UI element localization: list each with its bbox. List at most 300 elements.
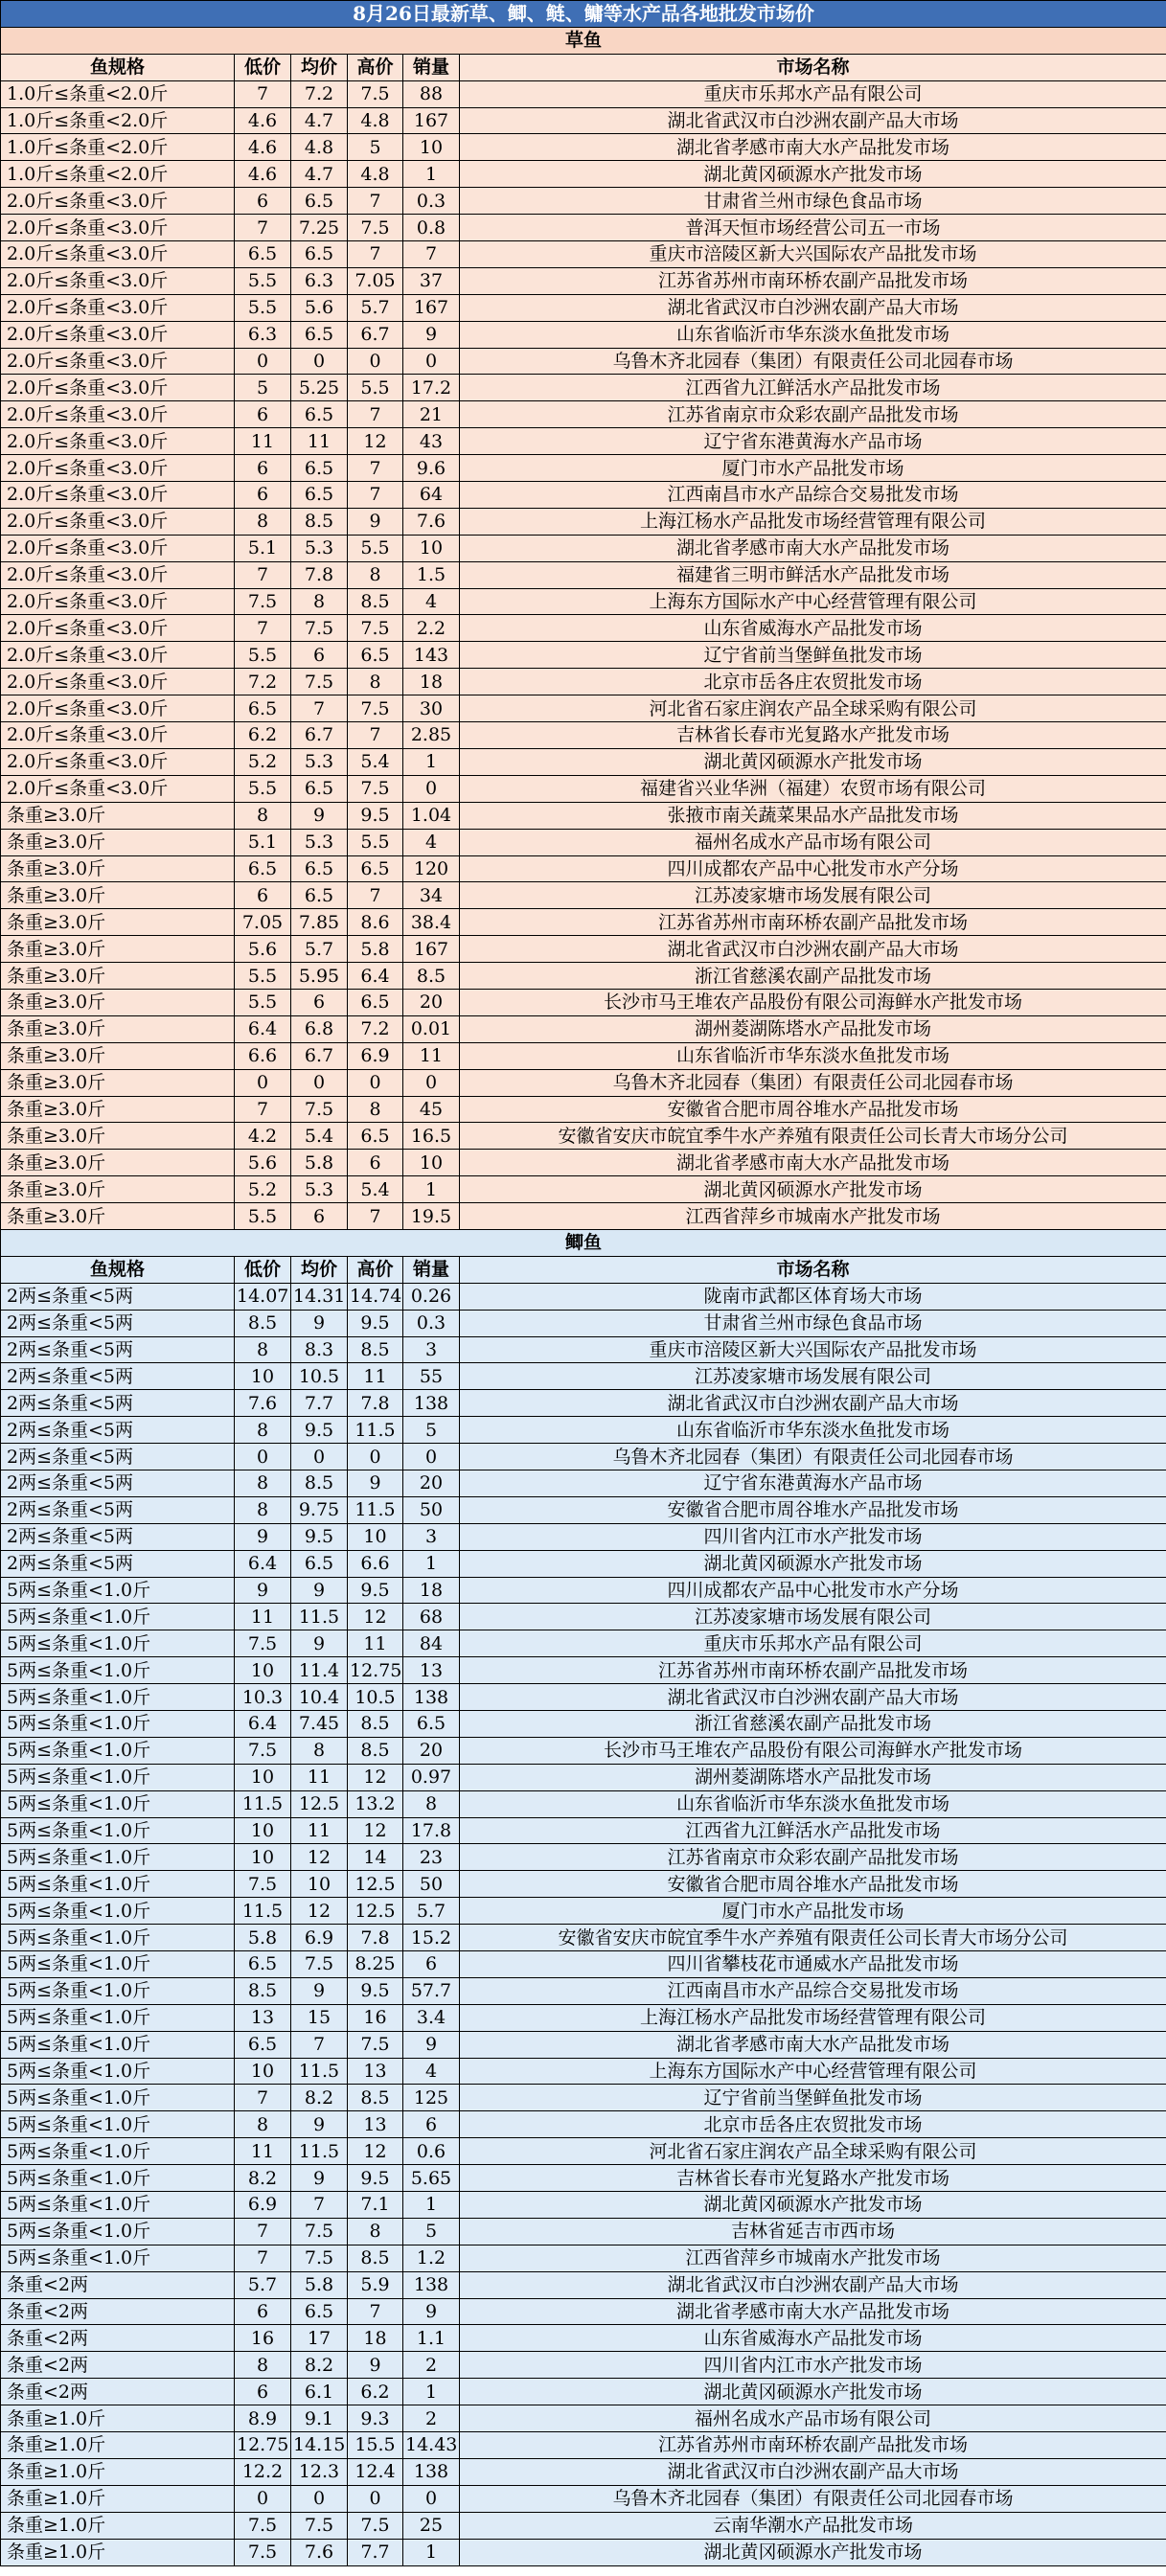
price-cell: 14.15: [291, 2432, 348, 2459]
spec-cell: 2.0斤≤条重<3.0斤: [1, 215, 235, 241]
price-cell: 6.2: [348, 2379, 403, 2405]
price-cell: 7.5: [291, 1951, 348, 1978]
table-row: [1, 588, 1166, 615]
price-cell: 0: [291, 348, 348, 375]
table-row: [1, 748, 1166, 775]
price-cell: 1.04: [403, 802, 460, 829]
price-cell: 12: [348, 1817, 403, 1844]
price-cell: 6.5: [291, 321, 348, 348]
price-cell: 8.5: [291, 508, 348, 535]
market-name-cell: 湖北省武汉市白沙洲农副产品大市场: [460, 107, 1166, 134]
price-cell: 5.3: [291, 1176, 348, 1203]
price-cell: 167: [403, 936, 460, 963]
section-header: [1, 27, 1166, 54]
spec-cell: 条重≥3.0斤: [1, 1150, 235, 1176]
table-row: [1, 882, 1166, 909]
price-cell: 5.5: [235, 267, 291, 294]
price-cell: 7.2: [291, 80, 348, 107]
spec-cell: 条重≥3.0斤: [1, 802, 235, 829]
price-cell: 13: [235, 2004, 291, 2031]
price-cell: 5.3: [291, 535, 348, 561]
spec-cell: 条重<2两: [1, 2271, 235, 2298]
price-cell: 45: [403, 1096, 460, 1123]
price-cell: 167: [403, 294, 460, 321]
price-cell: 6.4: [348, 963, 403, 990]
price-cell: 9: [403, 2298, 460, 2325]
spec-cell: 1.0斤≤条重<2.0斤: [1, 134, 235, 161]
price-cell: 55: [403, 1363, 460, 1390]
price-cell: 7.5: [235, 588, 291, 615]
price-cell: 7.5: [291, 669, 348, 695]
spec-cell: 5两≤条重<1.0斤: [1, 1711, 235, 1738]
price-cell: 0: [235, 2485, 291, 2512]
price-cell: 14.31: [291, 1283, 348, 1310]
table-row: [1, 2031, 1166, 2058]
market-name-cell: 辽宁省东港黄海水产品市场: [460, 428, 1166, 455]
price-cell: 9: [291, 1310, 348, 1336]
price-cell: 25: [403, 2512, 460, 2539]
market-name-cell: 长沙市马王堆农产品股份有限公司海鲜水产批发市场: [460, 1737, 1166, 1764]
price-cell: 1: [403, 2379, 460, 2405]
table-row: [1, 1123, 1166, 1150]
price-cell: 8.9: [235, 2405, 291, 2432]
price-cell: 8: [348, 2218, 403, 2245]
spec-cell: 5两≤条重<1.0斤: [1, 2031, 235, 2058]
price-cell: 5.5: [235, 1203, 291, 1230]
price-cell: 6.5: [235, 241, 291, 268]
table-row: [1, 1657, 1166, 1684]
table-row: [1, 722, 1166, 749]
price-cell: 0: [348, 2485, 403, 2512]
price-cell: 5.8: [348, 936, 403, 963]
table-row: [1, 348, 1166, 375]
spec-cell: 2两≤条重<5两: [1, 1363, 235, 1390]
price-cell: 9: [348, 1470, 403, 1496]
price-cell: 1.5: [403, 561, 460, 588]
table-row: [1, 2325, 1166, 2352]
market-name-cell: 吉林省长春市光复路水产批发市场: [460, 722, 1166, 749]
spec-cell: 条重≥3.0斤: [1, 882, 235, 909]
spec-cell: 2.0斤≤条重<3.0斤: [1, 615, 235, 642]
spec-cell: 2两≤条重<5两: [1, 1417, 235, 1444]
spec-cell: 条重<2两: [1, 2298, 235, 2325]
market-name-cell: 湖北黄冈硕源水产批发市场: [460, 2539, 1166, 2565]
market-name-cell: 福州名成水产品市场有限公司: [460, 829, 1166, 855]
price-cell: 7: [348, 455, 403, 482]
price-cell: 8.2: [235, 2165, 291, 2192]
price-cell: 9: [291, 1577, 348, 1604]
price-cell: 6.2: [235, 722, 291, 749]
price-cell: 7.6: [403, 508, 460, 535]
market-name-cell: 湖北黄冈硕源水产批发市场: [460, 1550, 1166, 1577]
price-cell: 19.5: [403, 1203, 460, 1230]
price-cell: 8: [235, 1470, 291, 1496]
market-name-cell: 河北省石家庄润农产品全球采购有限公司: [460, 2138, 1166, 2165]
price-cell: 8: [291, 1737, 348, 1764]
price-cell: 8.3: [291, 1336, 348, 1363]
price-cell: 5.5: [235, 963, 291, 990]
spec-cell: 5两≤条重<1.0斤: [1, 1657, 235, 1684]
price-cell: 0: [403, 1069, 460, 1096]
price-cell: 4.7: [291, 107, 348, 134]
table-row: [1, 1925, 1166, 1951]
price-cell: 8.5: [348, 2085, 403, 2111]
price-cell: 11.5: [348, 1496, 403, 1523]
price-cell: 5.5: [348, 535, 403, 561]
price-cell: 7: [348, 882, 403, 909]
price-cell: 9: [235, 1523, 291, 1550]
market-name-cell: 湖北省孝感市南大水产品批发市场: [460, 134, 1166, 161]
price-cell: 4.8: [348, 107, 403, 134]
price-cell: 1: [403, 2539, 460, 2565]
price-cell: 7.7: [291, 1390, 348, 1417]
market-name-cell: 安徽省合肥市周谷堆水产品批发市场: [460, 1496, 1166, 1523]
market-name-cell: 江苏省苏州市南环桥农副产品批发市场: [460, 1657, 1166, 1684]
spec-cell: 2.0斤≤条重<3.0斤: [1, 588, 235, 615]
spec-cell: 2.0斤≤条重<3.0斤: [1, 188, 235, 215]
spec-cell: 2两≤条重<5两: [1, 1444, 235, 1470]
table-row: [1, 1390, 1166, 1417]
price-cell: 2: [403, 2405, 460, 2432]
price-cell: 0.26: [403, 1283, 460, 1310]
spec-cell: 2.0斤≤条重<3.0斤: [1, 267, 235, 294]
spec-cell: 1.0斤≤条重<2.0斤: [1, 107, 235, 134]
price-cell: 17: [291, 2325, 348, 2352]
price-cell: 9: [348, 508, 403, 535]
price-cell: 8: [235, 802, 291, 829]
price-cell: 18: [403, 669, 460, 695]
market-name-cell: 陇南市武都区体育场大市场: [460, 1283, 1166, 1310]
spec-cell: 2.0斤≤条重<3.0斤: [1, 401, 235, 428]
price-cell: 1: [403, 161, 460, 188]
price-cell: 7: [403, 241, 460, 268]
spec-cell: 5两≤条重<1.0斤: [1, 1764, 235, 1790]
price-cell: 7.5: [235, 2539, 291, 2565]
price-cell: 8: [348, 561, 403, 588]
price-cell: 6.7: [291, 722, 348, 749]
spec-cell: 5两≤条重<1.0斤: [1, 2111, 235, 2138]
market-name-cell: 张掖市南关蔬菜果品水产品批发市场: [460, 802, 1166, 829]
table-row: [1, 107, 1166, 134]
price-cell: 6.7: [291, 1042, 348, 1069]
price-cell: 6.7: [348, 321, 403, 348]
table-row: [1, 1630, 1166, 1657]
price-cell: 2.2: [403, 615, 460, 642]
price-cell: 12: [291, 1844, 348, 1871]
price-cell: 10.3: [235, 1684, 291, 1711]
price-cell: 7: [235, 80, 291, 107]
price-cell: 5.5: [235, 989, 291, 1015]
price-cell: 6.5: [291, 2298, 348, 2325]
table-row: [1, 188, 1166, 215]
table-row: [1, 2138, 1166, 2165]
spec-cell: 条重≥1.0斤: [1, 2512, 235, 2539]
price-cell: 138: [403, 1390, 460, 1417]
price-cell: 9.75: [291, 1496, 348, 1523]
market-name-cell: 江苏省苏州市南环桥农副产品批发市场: [460, 267, 1166, 294]
price-cell: 7.6: [291, 2539, 348, 2565]
column-header: 低价: [235, 1256, 291, 1283]
price-cell: 4.6: [235, 107, 291, 134]
table-row: [1, 80, 1166, 107]
price-cell: 7: [235, 2085, 291, 2111]
market-name-cell: 福建省兴业华洲（福建）农贸市场有限公司: [460, 775, 1166, 802]
price-cell: 5.25: [291, 375, 348, 401]
price-cell: 0: [403, 2485, 460, 2512]
table-row: [1, 1977, 1166, 2004]
price-cell: 13: [348, 2058, 403, 2085]
spec-cell: 2.0斤≤条重<3.0斤: [1, 428, 235, 455]
table-row: [1, 267, 1166, 294]
price-cell: 7.6: [235, 1390, 291, 1417]
price-cell: 15.2: [403, 1925, 460, 1951]
spec-cell: 2.0斤≤条重<3.0斤: [1, 561, 235, 588]
market-name-cell: 吉林省长春市光复路水产批发市场: [460, 2165, 1166, 2192]
price-cell: 7: [291, 695, 348, 722]
table-row: [1, 2271, 1166, 2298]
spec-cell: 5两≤条重<1.0斤: [1, 1951, 235, 1978]
table-row: [1, 241, 1166, 268]
price-cell: 6: [403, 2111, 460, 2138]
price-cell: 5.4: [348, 748, 403, 775]
price-cell: 11: [348, 1363, 403, 1390]
price-cell: 6.5: [291, 775, 348, 802]
market-name-cell: 江苏凌家塘市场发展有限公司: [460, 1604, 1166, 1630]
price-cell: 5.5: [348, 375, 403, 401]
market-name-cell: 重庆市涪陵区新大兴国际农产品批发市场: [460, 1336, 1166, 1363]
price-cell: 9: [403, 321, 460, 348]
table-row: [1, 1844, 1166, 1871]
table-row: [1, 2218, 1166, 2245]
price-cell: 5.7: [291, 936, 348, 963]
table-row: [1, 2352, 1166, 2379]
price-cell: 8: [235, 2352, 291, 2379]
table-row: [1, 134, 1166, 161]
table-row: [1, 989, 1166, 1015]
price-cell: 6.5: [235, 2031, 291, 2058]
price-cell: 11: [291, 1817, 348, 1844]
price-cell: 7.05: [348, 267, 403, 294]
price-cell: 8.5: [348, 1737, 403, 1764]
price-cell: 8: [348, 1096, 403, 1123]
price-cell: 0: [403, 348, 460, 375]
price-cell: 0: [235, 1069, 291, 1096]
market-name-cell: 江苏省苏州市南环桥农副产品批发市场: [460, 2432, 1166, 2459]
price-cell: 8: [235, 2111, 291, 2138]
price-cell: 18: [403, 1577, 460, 1604]
market-name-cell: 浙江省慈溪农副产品批发市场: [460, 963, 1166, 990]
price-cell: 6.9: [348, 1042, 403, 1069]
price-cell: 64: [403, 482, 460, 509]
price-cell: 7: [235, 2245, 291, 2271]
column-header: 鱼规格: [1, 54, 235, 80]
spec-cell: 5两≤条重<1.0斤: [1, 1630, 235, 1657]
column-header: 鱼规格: [1, 1256, 235, 1283]
market-name-cell: 湖北省武汉市白沙洲农副产品大市场: [460, 2271, 1166, 2298]
price-cell: 8: [291, 588, 348, 615]
price-cell: 7: [348, 401, 403, 428]
spec-cell: 1.0斤≤条重<2.0斤: [1, 80, 235, 107]
table-row: [1, 1470, 1166, 1496]
price-cell: 7: [235, 215, 291, 241]
price-cell: 6.4: [235, 1711, 291, 1738]
price-cell: 5.3: [291, 748, 348, 775]
price-cell: 9: [291, 802, 348, 829]
price-cell: 5: [348, 134, 403, 161]
price-cell: 138: [403, 2271, 460, 2298]
price-cell: 10: [403, 134, 460, 161]
price-cell: 38.4: [403, 909, 460, 936]
price-cell: 4: [403, 2058, 460, 2085]
spec-cell: 条重≥3.0斤: [1, 829, 235, 855]
price-cell: 84: [403, 1630, 460, 1657]
market-name-cell: 湖北黄冈硕源水产批发市场: [460, 2192, 1166, 2219]
price-cell: 10: [403, 1150, 460, 1176]
price-cell: 9.5: [348, 1310, 403, 1336]
price-cell: 12.75: [235, 2432, 291, 2459]
price-cell: 6: [235, 2298, 291, 2325]
spec-cell: 条重<2两: [1, 2325, 235, 2352]
table-row: [1, 1203, 1166, 1230]
market-name-cell: 湖北省孝感市南大水产品批发市场: [460, 535, 1166, 561]
price-cell: 8: [235, 1417, 291, 1444]
market-name-cell: 长沙市马王堆农产品股份有限公司海鲜水产批发市场: [460, 989, 1166, 1015]
price-cell: 9: [235, 1577, 291, 1604]
spec-cell: 5两≤条重<1.0斤: [1, 1871, 235, 1898]
spec-cell: 条重≥3.0斤: [1, 963, 235, 990]
market-name-cell: 上海东方国际水产中心经营管理有限公司: [460, 588, 1166, 615]
price-cell: 5.95: [291, 963, 348, 990]
market-name-cell: 湖北省武汉市白沙洲农副产品大市场: [460, 2458, 1166, 2485]
price-cell: 5.7: [403, 1898, 460, 1925]
price-cell: 5.5: [348, 829, 403, 855]
table-row: [1, 428, 1166, 455]
price-cell: 6: [291, 989, 348, 1015]
price-cell: 5.8: [291, 2271, 348, 2298]
price-cell: 4.2: [235, 1123, 291, 1150]
price-cell: 138: [403, 2458, 460, 2485]
price-cell: 5.6: [291, 294, 348, 321]
price-cell: 10: [235, 1844, 291, 1871]
price-cell: 8.5: [348, 2245, 403, 2271]
column-header: 均价: [291, 1256, 348, 1283]
price-cell: 5.8: [235, 1925, 291, 1951]
price-cell: 12.5: [291, 1790, 348, 1817]
table-row: [1, 508, 1166, 535]
table-row: [1, 1336, 1166, 1363]
table-row: [1, 1604, 1166, 1630]
spec-cell: 5两≤条重<1.0斤: [1, 2085, 235, 2111]
price-cell: 5: [403, 2218, 460, 2245]
price-cell: 12.4: [348, 2458, 403, 2485]
price-cell: 0: [235, 1444, 291, 1470]
market-name-cell: 甘肃省兰州市绿色食品市场: [460, 1310, 1166, 1336]
table-row: [1, 1444, 1166, 1470]
price-cell: 0: [348, 1444, 403, 1470]
price-cell: 8: [235, 1336, 291, 1363]
price-cell: 11.4: [291, 1657, 348, 1684]
market-name-cell: 云南华潮水产品批发市场: [460, 2512, 1166, 2539]
spec-cell: 5两≤条重<1.0斤: [1, 2138, 235, 2165]
spec-cell: 条重≥3.0斤: [1, 1015, 235, 1042]
table-row: [1, 669, 1166, 695]
price-cell: 5.7: [348, 294, 403, 321]
price-cell: 11.5: [235, 1898, 291, 1925]
table-row: [1, 2085, 1166, 2111]
price-cell: 138: [403, 1684, 460, 1711]
market-name-cell: 江苏凌家塘市场发展有限公司: [460, 1363, 1166, 1390]
price-cell: 10: [235, 1657, 291, 1684]
spec-cell: 5两≤条重<1.0斤: [1, 1898, 235, 1925]
table-row: [1, 215, 1166, 241]
spec-cell: 1.0斤≤条重<2.0斤: [1, 161, 235, 188]
price-cell: 6.9: [235, 2192, 291, 2219]
section-title: 鲫鱼: [1, 1229, 1166, 1256]
price-cell: 5.6: [235, 1150, 291, 1176]
price-cell: 8: [235, 1496, 291, 1523]
spec-cell: 2.0斤≤条重<3.0斤: [1, 294, 235, 321]
market-name-cell: 湖北省武汉市白沙洲农副产品大市场: [460, 1684, 1166, 1711]
price-cell: 6.5: [403, 1711, 460, 1738]
table-row: [1, 1417, 1166, 1444]
price-cell: 7: [348, 241, 403, 268]
price-cell: 12.5: [348, 1871, 403, 1898]
price-cell: 4.7: [291, 161, 348, 188]
price-cell: 13.2: [348, 1790, 403, 1817]
price-cell: 8.5: [348, 1336, 403, 1363]
price-cell: 7.5: [348, 2512, 403, 2539]
market-name-cell: 湖北省孝感市南大水产品批发市场: [460, 2031, 1166, 2058]
price-cell: 1.2: [403, 2245, 460, 2271]
price-cell: 6.5: [291, 855, 348, 882]
price-cell: 7.5: [291, 1096, 348, 1123]
price-cell: 6.5: [291, 1550, 348, 1577]
market-name-cell: 甘肃省兰州市绿色食品市场: [460, 188, 1166, 215]
price-cell: 9.5: [291, 1523, 348, 1550]
price-cell: 5.5: [235, 294, 291, 321]
table-row: [1, 1096, 1166, 1123]
price-cell: 12.2: [235, 2458, 291, 2485]
price-cell: 3: [403, 1336, 460, 1363]
price-cell: 8: [348, 669, 403, 695]
spec-cell: 2.0斤≤条重<3.0斤: [1, 722, 235, 749]
price-cell: 8.2: [291, 2085, 348, 2111]
market-name-cell: 江西省九江鲜活水产品批发市场: [460, 375, 1166, 401]
spec-cell: 2两≤条重<5两: [1, 1336, 235, 1363]
spec-cell: 5两≤条重<1.0斤: [1, 2004, 235, 2031]
spec-cell: 条重≥3.0斤: [1, 855, 235, 882]
market-name-cell: 福州名成水产品市场有限公司: [460, 2405, 1166, 2432]
table-row: [1, 2485, 1166, 2512]
market-name-cell: 四川省内江市水产批发市场: [460, 2352, 1166, 2379]
price-cell: 14.43: [403, 2432, 460, 2459]
price-cell: 5.2: [235, 748, 291, 775]
market-name-cell: 湖北黄冈硕源水产批发市场: [460, 1176, 1166, 1203]
price-cell: 9: [291, 1630, 348, 1657]
price-cell: 11: [291, 1764, 348, 1790]
market-name-cell: 湖北黄冈硕源水产批发市场: [460, 748, 1166, 775]
price-cell: 5.4: [291, 1123, 348, 1150]
price-cell: 88: [403, 80, 460, 107]
price-cell: 11: [235, 1604, 291, 1630]
price-cell: 0.3: [403, 188, 460, 215]
price-cell: 0: [348, 348, 403, 375]
market-name-cell: 辽宁省前当堡鲜鱼批发市场: [460, 642, 1166, 669]
table-row: [1, 1550, 1166, 1577]
price-cell: 4.8: [348, 161, 403, 188]
price-cell: 20: [403, 1470, 460, 1496]
price-cell: 7.8: [291, 561, 348, 588]
